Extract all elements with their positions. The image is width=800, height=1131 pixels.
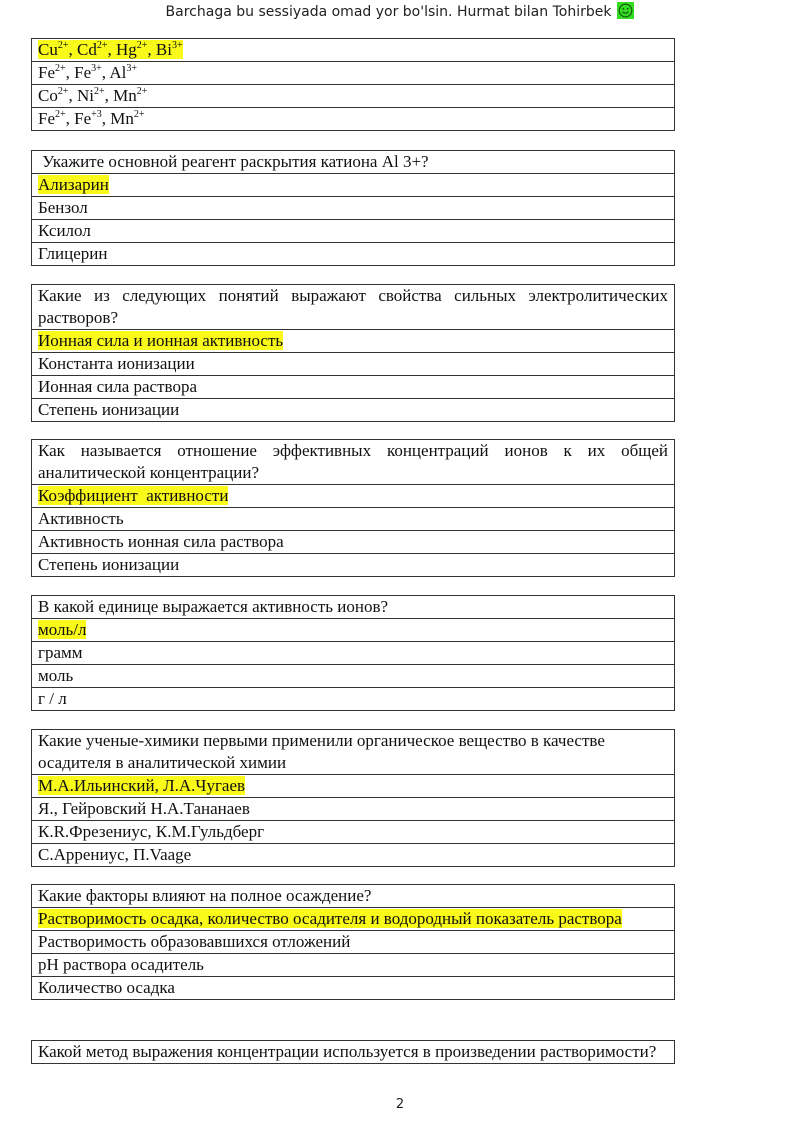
highlighted-answer: Коэффициент активности xyxy=(38,486,229,505)
option-row: Ксилол xyxy=(32,219,674,242)
highlighted-answer: Растворимость осадка, количество осадителя и водородный показатель раствора xyxy=(38,909,622,928)
highlighted-answer: М.А.Ильинский, Л.А.Чугаев xyxy=(38,776,246,795)
question-block-5 xyxy=(31,729,675,867)
question-text: Какие факторы влияют на полное осаждение? xyxy=(38,886,372,905)
answer-row xyxy=(32,39,674,61)
option-row: Константа ионизации xyxy=(32,352,674,375)
question-text: Какой метод выражения концентрации используется в произведении растворимости? xyxy=(38,1042,657,1061)
option-row: Растворимость образовавшихся отложений xyxy=(32,930,674,953)
highlighted-answer: моль/л xyxy=(38,620,87,639)
page-header xyxy=(0,2,800,22)
answer-row xyxy=(32,907,674,930)
header-text: Barchaga bu sessiyada omad yor bo'lsin. Hurmat bilan Tohirbek xyxy=(165,4,612,20)
question-text: Какие ученые-химики первыми применили органическое вещество в качестве осадителя в аналитической химии xyxy=(38,731,605,772)
answer-row xyxy=(32,774,674,797)
question-block-1 xyxy=(31,150,675,266)
option-row: Активность ионная сила раствора xyxy=(32,530,674,553)
answer-row xyxy=(32,173,674,196)
option-row: $Co^{2+}$, $Ni^{2+}$, $Mn^{2+}$ xyxy=(32,84,674,107)
highlighted-answer: $Cu^{2+}$, $Cd^{2+}$, $Hg^{2+}$, $Bi^{3+}$ xyxy=(38,40,183,59)
question-block-7 xyxy=(31,1040,675,1064)
question-block-2 xyxy=(31,284,675,422)
question-block-3 xyxy=(31,439,675,577)
question-text: В какой единице выражается активность ионов? xyxy=(38,597,389,616)
highlighted-answer: Ионная сила и ионная активность xyxy=(38,331,284,350)
option-row: Ионная сила раствора xyxy=(32,375,674,398)
option-row: Степень ионизации xyxy=(32,553,674,576)
option-row: Активность xyxy=(32,507,674,530)
option-row: Бензол xyxy=(32,196,674,219)
option-row: моль xyxy=(32,664,674,687)
option-row: pH раствора осадитель xyxy=(32,953,674,976)
option-row: грамм xyxy=(32,641,674,664)
option-row: К.R.Фрезениус, К.М.Гульдберг xyxy=(32,820,674,843)
option-row: г / л xyxy=(32,687,674,710)
option-row: Степень ионизации xyxy=(32,398,674,421)
question-block-4 xyxy=(31,595,675,711)
option-row: $Fe^{2+}$, $Fe^{3+}$, $Al^{3+}$ xyxy=(32,61,674,84)
question-text: Какие из следующих понятий выражают свойства сильных электролитических растворов? xyxy=(38,286,668,327)
question-block-6 xyxy=(31,884,675,1000)
option-row: Я., Гейровский Н.А.Тананаев xyxy=(32,797,674,820)
answer-row xyxy=(32,484,674,507)
question-text: Как называется отношение эффективных концентраций ионов к их общей аналитической концентрации? xyxy=(38,441,668,482)
question-text: Укажите основной реагент раскрытия катиона Al 3+? xyxy=(38,152,429,171)
option-row: $Fe^{2+}$, $Fe^{+3}$, $Mn^{2+}$ xyxy=(32,107,674,130)
ion-groups-table xyxy=(31,38,675,131)
page-number: 2 xyxy=(395,1097,405,1112)
smiley-icon xyxy=(617,2,634,19)
option-row: Количество осадка xyxy=(32,976,674,999)
option-row: С.Аррениус, П.Vaage xyxy=(32,843,674,866)
answer-row xyxy=(32,618,674,641)
answer-row xyxy=(32,329,674,352)
option-row: Глицерин xyxy=(32,242,674,265)
highlighted-answer: Ализарин xyxy=(38,175,109,194)
